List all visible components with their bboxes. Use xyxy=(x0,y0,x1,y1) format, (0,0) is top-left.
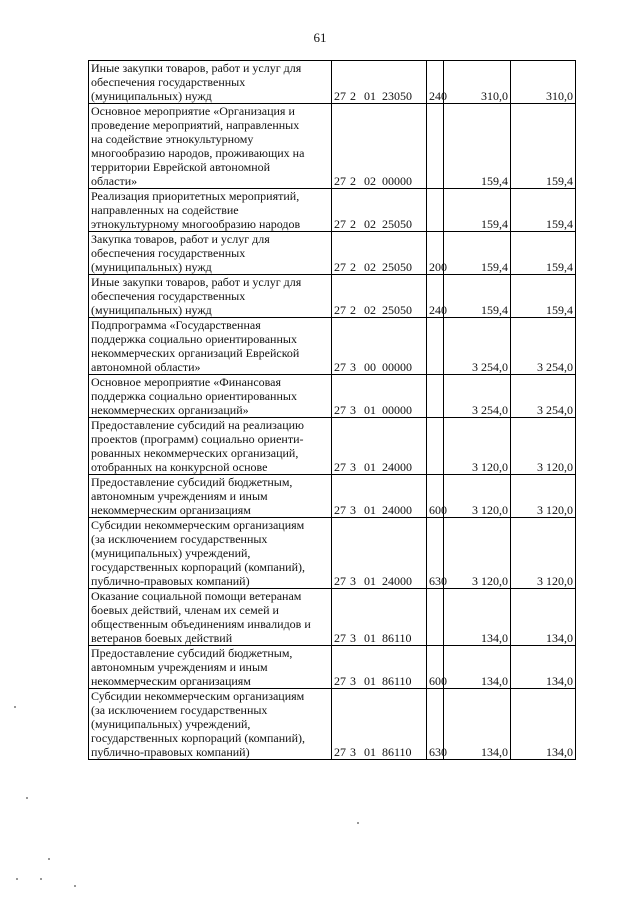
code-part: 00000 xyxy=(382,360,412,374)
amount-year-2: 159,4 xyxy=(511,275,576,318)
scan-speck xyxy=(48,858,50,860)
row-name-line: Субсидии некоммерческим организациям xyxy=(91,518,305,532)
row-name-line: некоммерческим организациям xyxy=(91,674,251,688)
table-row xyxy=(89,232,576,275)
row-name-line: Предоставление субсидий бюджетным, xyxy=(91,475,293,489)
amount-year-1: 159,4 xyxy=(444,189,511,232)
amount-year-1: 3 120,0 xyxy=(444,518,511,589)
row-name-line: государственных корпораций (компаний), xyxy=(91,731,305,745)
target-article-code xyxy=(332,475,427,518)
row-name-line: (за исключением государственных xyxy=(91,532,268,546)
row-name-line: рованных некоммерческих организаций, xyxy=(91,446,299,460)
code-part: 3 xyxy=(350,403,356,417)
code-part: 01 xyxy=(364,674,376,688)
amount-year-1: 159,4 xyxy=(444,232,511,275)
code-part: 27 xyxy=(334,217,346,231)
target-article-code xyxy=(332,418,427,475)
code-part: 01 xyxy=(364,574,376,588)
amount-year-2: 134,0 xyxy=(511,646,576,689)
table-row xyxy=(89,275,576,318)
amount-year-2: 310,0 xyxy=(511,61,576,104)
table-row xyxy=(89,518,576,589)
expense-type-code xyxy=(427,418,444,475)
code-part: 27 xyxy=(334,631,346,645)
table-row xyxy=(89,189,576,232)
table-row xyxy=(89,375,576,418)
row-name-line: (муниципальных) учреждений, xyxy=(91,546,251,560)
target-article-code xyxy=(332,689,427,760)
row-name-line: (муниципальных) учреждений, xyxy=(91,717,251,731)
row-name-line: (муниципальных) нужд xyxy=(91,89,212,103)
row-name-line: некоммерческих организаций» xyxy=(91,403,249,417)
budget-table-body xyxy=(89,61,576,760)
code-part: 25050 xyxy=(382,260,412,274)
code-part: 27 xyxy=(334,360,346,374)
target-article-code xyxy=(332,375,427,418)
row-name-line: автономным учреждениям и иным xyxy=(91,660,268,674)
code-part: 01 xyxy=(364,631,376,645)
code-part: 02 xyxy=(364,174,376,188)
row-name-line: Иные закупки товаров, работ и услуг для xyxy=(91,275,302,289)
row-name-line: Реализация приоритетных мероприятий, xyxy=(91,189,300,203)
code-part: 24000 xyxy=(382,460,412,474)
code-part: 02 xyxy=(364,303,376,317)
target-article-code xyxy=(332,589,427,646)
expense-type-code xyxy=(427,318,444,375)
amount-year-2: 3 254,0 xyxy=(511,318,576,375)
amount-year-1: 3 254,0 xyxy=(444,318,511,375)
expense-type-code: 240 xyxy=(427,275,444,318)
expense-type-code: 240 xyxy=(427,61,444,104)
amount-year-2: 159,4 xyxy=(511,189,576,232)
code-part: 3 xyxy=(350,631,356,645)
code-part: 2 xyxy=(350,260,356,274)
row-name-line: проектов (программ) социально ориенти- xyxy=(91,432,304,446)
expense-type-code xyxy=(427,375,444,418)
code-part: 3 xyxy=(350,460,356,474)
row-name-line: обеспечения государственных xyxy=(91,289,246,303)
row-name-line: территории Еврейской автономной xyxy=(91,160,271,174)
code-part: 02 xyxy=(364,260,376,274)
row-name-line: многообразию народов, проживающих на xyxy=(91,146,305,160)
row-name xyxy=(89,475,332,518)
code-part: 27 xyxy=(334,574,346,588)
table-row xyxy=(89,589,576,646)
row-name-line: публично-правовых компаний) xyxy=(91,745,250,759)
amount-year-1: 134,0 xyxy=(444,589,511,646)
row-name-line: направленных на содействие xyxy=(91,203,239,217)
code-part: 3 xyxy=(350,674,356,688)
amount-year-2: 134,0 xyxy=(511,689,576,760)
row-name-line: (за исключением государственных xyxy=(91,703,268,717)
code-part: 23050 xyxy=(382,89,412,103)
code-part: 00000 xyxy=(382,403,412,417)
amount-year-1: 159,4 xyxy=(444,104,511,189)
amount-year-2: 159,4 xyxy=(511,232,576,275)
row-name-line: Предоставление субсидий на реализацию xyxy=(91,418,305,432)
table-row xyxy=(89,104,576,189)
row-name-line: (муниципальных) нужд xyxy=(91,260,212,274)
code-part: 01 xyxy=(364,460,376,474)
row-name-line: общественным объединениям инвалидов и xyxy=(91,617,311,631)
row-name-line: Иные закупки товаров, работ и услуг для xyxy=(91,61,302,75)
scan-speck xyxy=(357,822,359,824)
row-name-line: обеспечения государственных xyxy=(91,246,246,260)
row-name-line: проведение мероприятий, направленных xyxy=(91,118,300,132)
table-row xyxy=(89,475,576,518)
expense-type-code xyxy=(427,189,444,232)
amount-year-1: 134,0 xyxy=(444,646,511,689)
code-part: 3 xyxy=(350,360,356,374)
code-part: 86110 xyxy=(382,631,412,645)
target-article-code xyxy=(332,104,427,189)
row-name xyxy=(89,646,332,689)
expense-type-code xyxy=(427,104,444,189)
expense-type-code: 630 xyxy=(427,518,444,589)
amount-year-2: 159,4 xyxy=(511,104,576,189)
scan-speck xyxy=(40,878,42,880)
row-name-line: Закупка товаров, работ и услуг для xyxy=(91,232,270,246)
expense-type-code: 630 xyxy=(427,689,444,760)
code-part: 24000 xyxy=(382,503,412,517)
code-part: 01 xyxy=(364,503,376,517)
row-name-line: отобранных на конкурсной основе xyxy=(91,460,268,474)
code-part: 27 xyxy=(334,174,346,188)
row-name-line: Предоставление субсидий бюджетным, xyxy=(91,646,293,660)
target-article-code xyxy=(332,232,427,275)
target-article-code xyxy=(332,646,427,689)
code-part: 2 xyxy=(350,174,356,188)
row-name-line: автономной области» xyxy=(91,360,201,374)
code-part: 27 xyxy=(334,503,346,517)
scan-speck xyxy=(16,878,18,880)
budget-table xyxy=(88,60,576,760)
amount-year-1: 3 120,0 xyxy=(444,418,511,475)
row-name-line: государственных корпораций (компаний), xyxy=(91,560,305,574)
row-name xyxy=(89,518,332,589)
table-row xyxy=(89,646,576,689)
row-name xyxy=(89,104,332,189)
row-name xyxy=(89,232,332,275)
row-name-line: (муниципальных) нужд xyxy=(91,303,212,317)
target-article-code xyxy=(332,318,427,375)
code-part: 25050 xyxy=(382,303,412,317)
row-name xyxy=(89,418,332,475)
table-row xyxy=(89,318,576,375)
row-name-line: Субсидии некоммерческим организациям xyxy=(91,689,305,703)
row-name-line: области» xyxy=(91,174,138,188)
table-row xyxy=(89,61,576,104)
target-article-code xyxy=(332,189,427,232)
expense-type-code: 600 xyxy=(427,646,444,689)
row-name-line: публично-правовых компаний) xyxy=(91,574,250,588)
amount-year-2: 3 120,0 xyxy=(511,518,576,589)
code-part: 3 xyxy=(350,745,356,759)
target-article-code xyxy=(332,518,427,589)
row-name-line: обеспечения государственных xyxy=(91,75,246,89)
row-name-line: Оказание социальной помощи ветеранам xyxy=(91,589,302,603)
code-part: 2 xyxy=(350,89,356,103)
code-part: 2 xyxy=(350,217,356,231)
code-part: 01 xyxy=(364,403,376,417)
row-name-line: Подпрограмма «Государственная xyxy=(91,318,261,332)
amount-year-1: 134,0 xyxy=(444,689,511,760)
row-name-line: этнокультурному многообразию народов xyxy=(91,217,301,231)
code-part: 27 xyxy=(334,674,346,688)
amount-year-1: 3 120,0 xyxy=(444,475,511,518)
scan-speck xyxy=(74,885,76,887)
code-part: 27 xyxy=(334,89,346,103)
code-part: 00000 xyxy=(382,174,412,188)
row-name-line: на содействие этнокультурному xyxy=(91,132,254,146)
code-part: 27 xyxy=(334,403,346,417)
code-part: 02 xyxy=(364,217,376,231)
code-part: 27 xyxy=(334,745,346,759)
code-part: 25050 xyxy=(382,217,412,231)
code-part: 27 xyxy=(334,460,346,474)
code-part: 27 xyxy=(334,303,346,317)
row-name xyxy=(89,689,332,760)
amount-year-2: 134,0 xyxy=(511,589,576,646)
row-name xyxy=(89,318,332,375)
scan-speck xyxy=(14,706,16,708)
code-part: 24000 xyxy=(382,574,412,588)
row-name-line: поддержка социально ориентированных xyxy=(91,389,297,403)
row-name xyxy=(89,61,332,104)
expense-type-code: 600 xyxy=(427,475,444,518)
code-part: 01 xyxy=(364,89,376,103)
amount-year-2: 3 120,0 xyxy=(511,475,576,518)
code-part: 2 xyxy=(350,303,356,317)
amount-year-2: 3 120,0 xyxy=(511,418,576,475)
target-article-code xyxy=(332,61,427,104)
expense-type-code xyxy=(427,589,444,646)
row-name-line: поддержка социально ориентированных xyxy=(91,332,297,346)
row-name-line: боевых действий, членам их семей и xyxy=(91,603,279,617)
code-part: 00 xyxy=(364,360,376,374)
row-name-line: некоммерческим организациям xyxy=(91,503,251,517)
row-name-line: Основное мероприятие «Организация и xyxy=(91,104,295,118)
row-name-line: некоммерческих организаций Еврейской xyxy=(91,346,300,360)
row-name-line: автономным учреждениям и иным xyxy=(91,489,268,503)
code-part: 3 xyxy=(350,574,356,588)
code-part: 86110 xyxy=(382,745,412,759)
amount-year-1: 310,0 xyxy=(444,61,511,104)
row-name xyxy=(89,375,332,418)
amount-year-1: 159,4 xyxy=(444,275,511,318)
code-part: 01 xyxy=(364,745,376,759)
row-name xyxy=(89,589,332,646)
expense-type-code: 200 xyxy=(427,232,444,275)
code-part: 86110 xyxy=(382,674,412,688)
amount-year-2: 3 254,0 xyxy=(511,375,576,418)
code-part: 27 xyxy=(334,260,346,274)
page-number: 61 xyxy=(313,30,327,45)
table-row xyxy=(89,689,576,760)
code-part: 3 xyxy=(350,503,356,517)
row-name xyxy=(89,275,332,318)
target-article-code xyxy=(332,275,427,318)
row-name-line: ветеранов боевых действий xyxy=(91,631,233,645)
row-name xyxy=(89,189,332,232)
table-row xyxy=(89,418,576,475)
row-name-line: Основное мероприятие «Финансовая xyxy=(91,375,282,389)
amount-year-1: 3 254,0 xyxy=(444,375,511,418)
scan-speck xyxy=(26,797,28,799)
